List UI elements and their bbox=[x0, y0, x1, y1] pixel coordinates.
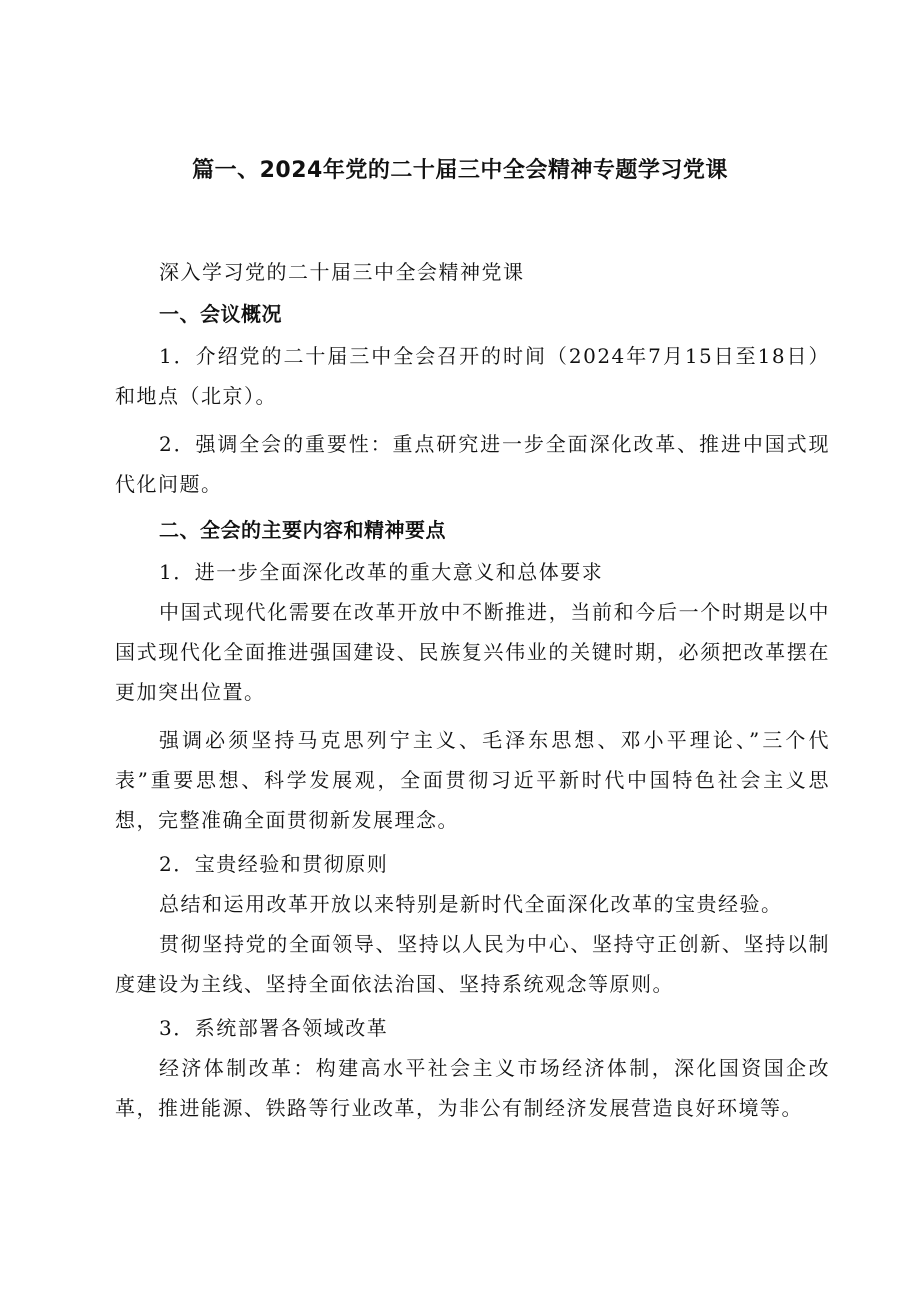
document-body bbox=[115, 252, 830, 1128]
paragraph-experience: 总结和运用改革开放以来特别是新时代全面深化改革的宝贵经验。 bbox=[159, 892, 783, 916]
section-heading-2: 二、全会的主要内容和精神要点 bbox=[159, 518, 446, 542]
document-title: 篇一、2024年党的二十届三中全会精神专题学习党课 bbox=[192, 158, 728, 183]
paragraph-item-1: 1．进一步全面深化改革的重大意义和总体要求 bbox=[159, 560, 604, 584]
paragraph-modernization: 中国式现代化需要在改革开放中不断推进，当前和今后一个时期是以中国式现代化全面推进强国建设、民族复兴伟业的关键时期，必须把改革摆在更加突出位置。 bbox=[115, 600, 830, 704]
paragraph-item-2: 2．宝贵经验和贯彻原则 bbox=[159, 852, 389, 876]
section-heading-1: 一、会议概况 bbox=[159, 302, 282, 326]
paragraph-principles-thought: 强调必须坚持马克思列宁主义、毛泽东思想、邓小平理论、”三个代表”重要思想、科学发展观，全面贯彻习近平新时代中国特色社会主义思想，完整准确全面贯彻新发展理念。 bbox=[115, 728, 830, 832]
paragraph-meeting-importance: 2．强调全会的重要性：重点研究进一步全面深化改革、推进中国式现代化问题。 bbox=[115, 432, 830, 496]
paragraph-item-3: 3．系统部署各领域改革 bbox=[159, 1016, 389, 1040]
paragraph-economic-reform: 经济体制改革：构建高水平社会主义市场经济体制，深化国资国企改革，推进能源、铁路等行业改革，为非公有制经济发展营造良好环境等。 bbox=[115, 1056, 830, 1120]
paragraph-subtitle: 深入学习党的二十届三中全会精神党课 bbox=[159, 260, 525, 284]
paragraph-meeting-time: 1．介绍党的二十届三中全会召开的时间（2024年7月15日至18日）和地点（北京）。 bbox=[115, 344, 830, 408]
paragraph-principles: 贯彻坚持党的全面领导、坚持以人民为中心、坚持守正创新、坚持以制度建设为主线、坚持全面依法治国、坚持系统观念等原则。 bbox=[115, 932, 830, 996]
